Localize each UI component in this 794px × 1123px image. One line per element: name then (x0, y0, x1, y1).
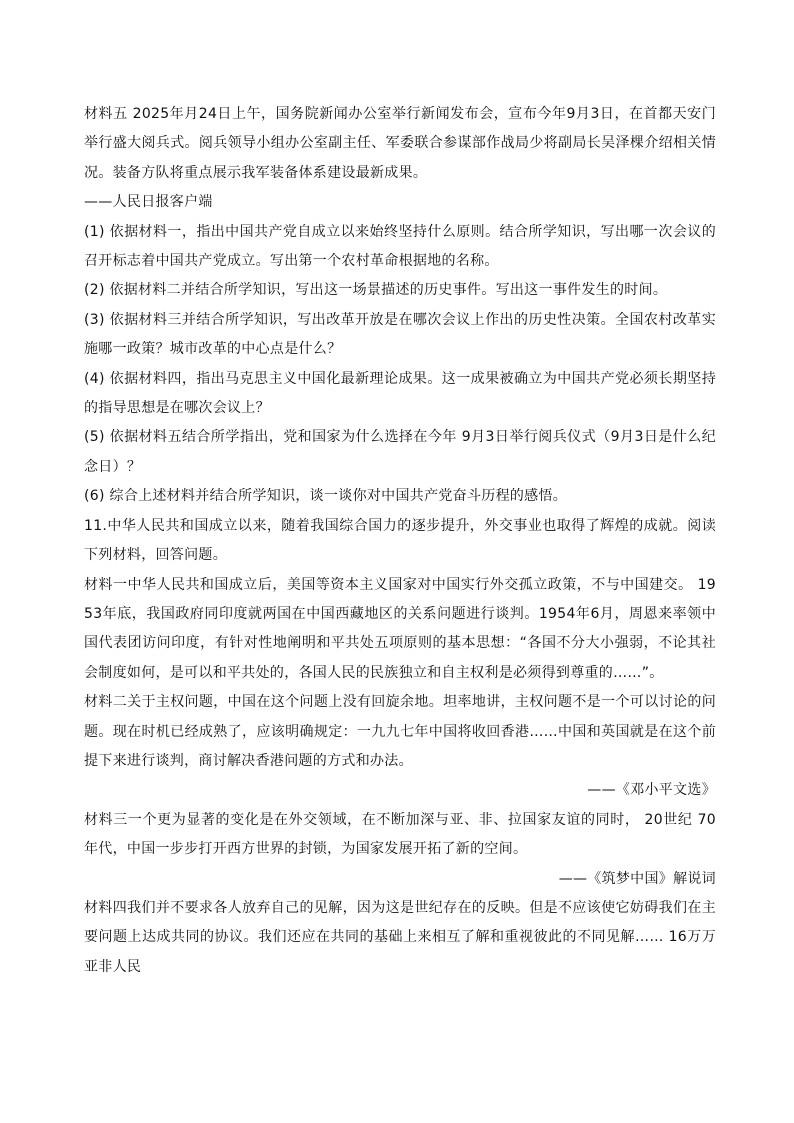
source-people-daily: ——人民日报客户端 (84, 194, 213, 211)
material-four-paragraph: 材料四我们并不要求各人放弃自己的见解，因为这是世纪存在的反映。但是不应该使它妨碍我们在主要问题上达成共同的协议。我们还应在共同的基础上来相互了解和重视彼此的不同见解…… 16万万亚非人民 (84, 899, 716, 975)
question-6: (6) 综合上述材料并结合所学知识，谈一谈你对中国共产党奋斗历程的感悟。 (84, 488, 568, 505)
problem-11-intro: 11.中华人民共和国成立以来，随着我国综合国力的逐步提升，外交事业也取得了辉煌的成就。阅读下列材料，回答问题。 (84, 517, 716, 564)
question-4: (4) 依据材料四，指出马克思主义中国化最新理论成果。这一成果被确立为中国共产党必须长期坚持的指导思想是在哪次会议上？ (84, 370, 716, 417)
material-one-paragraph: 材料一中华人民共和国成立后，美国等资本主义国家对中国实行外交孤立政策，不与中国建交。 1953年底，我国政府同印度就两国在中国西藏地区的关系问题进行谈判。1954年6月，周恩来率领中国代表团访问印度，有针对性地阐明和平共处五项原则的基本思想：“各国不分大小强弱，不论其社会制度如何，是可以和平共处的，各国人民的民族独立和自主权利是必须得到尊重的……”。 (84, 576, 716, 681)
material-three-paragraph: 材料三一个更为显著的变化是在外交领域，在不断加深与亚、非、拉国家友谊的同时， 20世纪 70年代，中国一步步打开西方世界的封锁，为国家发展开拓了新的空间。 (84, 811, 716, 858)
material-five-paragraph: 材料五 2025年月24日上午，国务院新闻办公室举行新闻发布会，宣布今年9月3日，在首都天安门举行盛大阅兵式。阅兵领导小组办公室副主任、军委联合参谋部作战局少将副局长吴泽棵介绍相关情况。装备方队将重点展示我军装备体系建设最新成果。 (84, 106, 716, 181)
material-two-paragraph: 材料二关于主权问题，中国在这个问题上没有回旋余地。坦率地讲，主权问题不是一个可以讨论的问题。现在时机已经成熟了，应该明确规定：一九九七年中国将收回香港……中国和英国就是在这个前提下来进行谈判，商讨解决香港问题的方式和办法。 (84, 694, 716, 769)
question-2: (2) 依据材料二并结合所学知识，写出这一场景描述的历史事件。写出这一事件发生的时间。 (84, 282, 668, 299)
source-zhumeng-zhongguo: ——《筑梦中国》解说词 (558, 870, 716, 887)
document-body (84, 100, 716, 982)
question-3: (3) 依据材料三并结合所学知识，写出改革开放是在哪次会议上作出的历史性决策。全国农村改革实施哪一政策？城市改革的中心点是什么？ (84, 311, 716, 358)
question-1: (1) 依据材料一，指出中国共产党自成立以来始终坚持什么原则。结合所学知识，写出哪一次会议的召开标志着中国共产党成立。写出第一个农村革命根据地的名称。 (84, 223, 716, 270)
source-deng-xiaoping: ——《邓小平文选》 (587, 782, 716, 799)
question-5: (5) 依据材料五结合所学指出，党和国家为什么选择在今年 9月3日举行阅兵仪式（9月3日是什么纪念日）？ (84, 429, 716, 475)
